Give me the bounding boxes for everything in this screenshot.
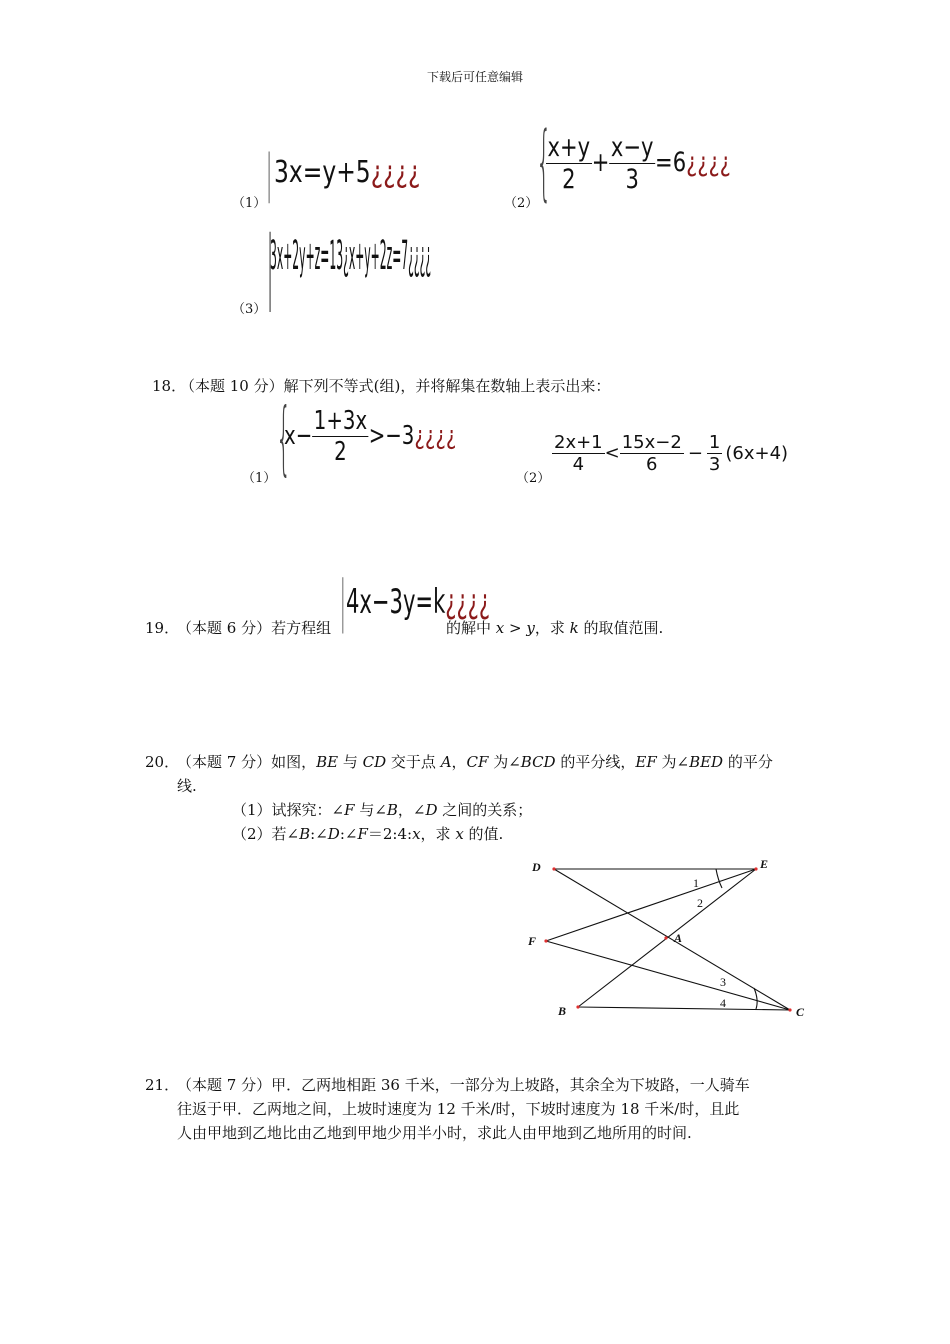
q18-p2-frac2: $\frac{15x-2}{6}$ [621, 432, 682, 475]
q18-p2-paren: (6x+4) [725, 443, 789, 464]
angle-label-2: 2 [697, 896, 703, 910]
point-D [552, 867, 555, 870]
point-A [664, 936, 667, 939]
label-D: D [532, 860, 541, 874]
q20-line1: （本题 7 分）如图，BE 与 CD 交于点 A，CF 为∠BCD 的平分线，EF 为∠BED 的平分 [177, 753, 773, 771]
q19-suffix: 的解中 x > y，求 k 的取值范围. [446, 619, 664, 637]
q18-p1-x: x− [284, 421, 313, 451]
q20-sub1: （1）试探究：∠F 与∠B，∠D 之间的关系； [232, 801, 533, 819]
q21-line3: 人由甲地到乙地比由乙地到甲地少用半小时，求此人由甲地到乙地所用的时间. [177, 1124, 692, 1142]
brace-icon: | [340, 569, 346, 634]
q20-sub2: （2）若∠B:∠D:∠F＝2:4:x，求 x 的值. [232, 825, 504, 843]
minus: − [687, 442, 703, 464]
q20-number: 20． [145, 753, 180, 771]
angle-arc-E [716, 869, 722, 888]
q18-number: 18． [152, 377, 187, 395]
q18-text: （本题 10 分）解下列不等式(组)，并将解集在数轴上表示出来： [180, 377, 611, 395]
q17-eq3-expr: 3x+2y+z=13¿x+y+2z=7¿¿¿¿ [270, 233, 432, 279]
segment-FC [546, 941, 790, 1010]
label-E: E [760, 857, 769, 871]
label-F: F [528, 934, 537, 948]
point-E [754, 867, 757, 870]
q18-p2-frac1: $\frac{2x+1}{4}$ [554, 432, 603, 475]
q20-geometry-figure [520, 850, 820, 1025]
q19-number: 19． [145, 619, 180, 637]
q17-eq1-expr: 3x=y+5¿¿¿¿ [274, 155, 421, 190]
q18-p1-rhs: >−3 [368, 421, 415, 451]
q19-prefix: （本题 6 分）若方程组 [177, 619, 332, 637]
segment-FE [546, 869, 756, 941]
garbled-text: ¿¿¿¿ [414, 421, 457, 451]
garbled-text: ¿¿¿¿ [686, 147, 731, 178]
q21-line2: 往返于甲．乙两地之间，上坡时速度为 12 千米/时，下坡时速度为 18 千米/时，且此 [177, 1100, 740, 1118]
q18-p1 [276, 391, 476, 484]
angle-label-3: 3 [720, 975, 726, 989]
segment-BC [578, 1007, 790, 1010]
angle-label-1: 1 [693, 876, 699, 890]
q17-eq3-label: （3） [232, 302, 267, 317]
label-C: C [796, 1005, 805, 1019]
q18-p2-frac3: $\frac{1}{3}$ [708, 432, 721, 475]
q18-p2 [552, 432, 788, 475]
plus: + [591, 147, 610, 178]
q18-p1-frac: $\frac{1+3x}{2}$ [313, 406, 368, 467]
page-header: 下载后可任意编辑 [426, 70, 523, 84]
q17-eq1-label: （1） [232, 196, 267, 211]
point-C [788, 1008, 791, 1011]
angle-arc-C [754, 988, 757, 1009]
less-than: < [604, 442, 620, 464]
brace-icon: | [266, 144, 273, 204]
q21-number: 21． [145, 1076, 180, 1094]
q20-line2: 线. [177, 777, 197, 795]
point-F [544, 939, 547, 942]
q21-line1: （本题 7 分）甲．乙两地相距 36 千米，一部分为上坡路，其余全为下坡路，一人骑车 [177, 1076, 750, 1094]
q17-eq2-frac2: $\frac{x-y}{3}$ [610, 132, 654, 195]
point-B [576, 1005, 579, 1008]
q19-eq: 4x−3y=k¿¿¿¿ [346, 582, 491, 622]
label-B: B [558, 1004, 567, 1018]
brace-icon: | [266, 219, 275, 312]
q17-eq2-rhs: =6 [655, 147, 687, 178]
angle-label-4: 4 [720, 996, 726, 1010]
label-A: A [674, 931, 683, 945]
brace-icon: { [536, 115, 552, 210]
q18-p1-label: （1） [242, 471, 277, 486]
brace-icon: { [276, 391, 292, 484]
q18-p2-label: （2） [516, 471, 551, 486]
q17-eq2-label: （2） [504, 196, 539, 211]
q17-eq2-frac1: $\frac{x+y}{2}$ [547, 132, 591, 195]
q17-eq2 [536, 115, 756, 210]
